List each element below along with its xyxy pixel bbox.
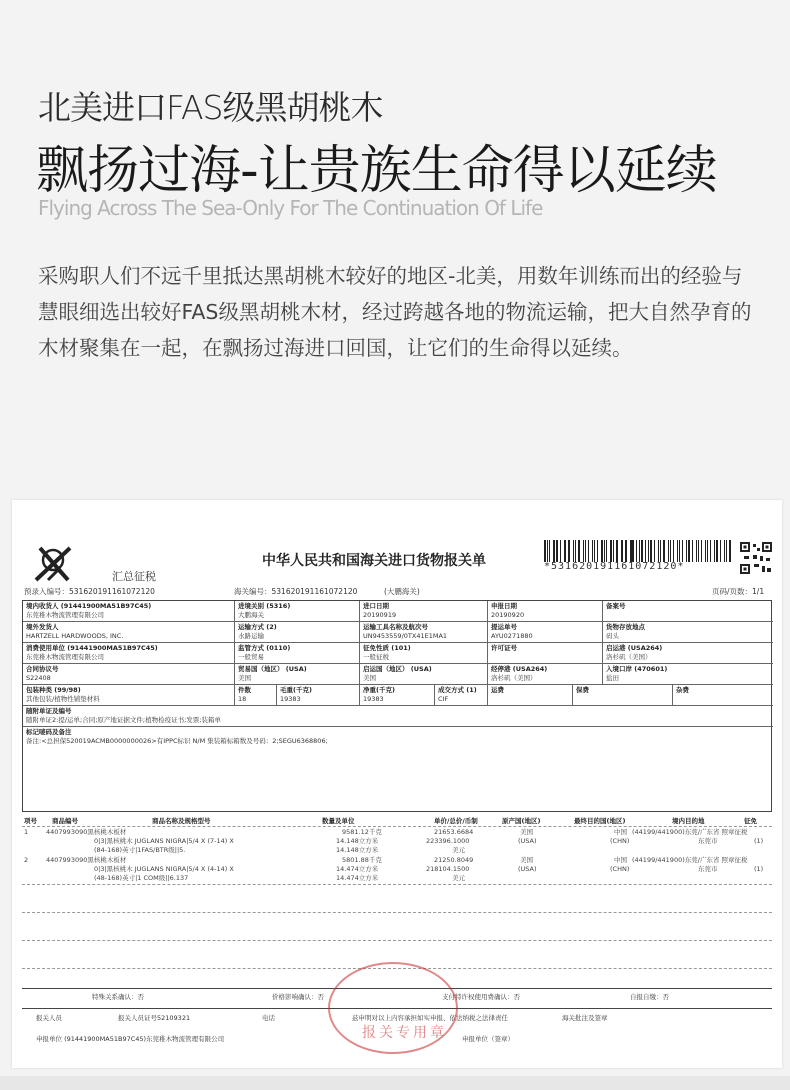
- bill-cell: 提运单号 AYU0271880: [488, 622, 603, 643]
- goods-items-table: 项号 商品编号 商品名称及规格型号 数量及单位 单价/总价/币制 原产国(地区) 最终目的国(地区) 境内目的地 征免 1 4407993090黑核桃木板材 0|3|黑核桃木 JUGLANS NIGRA|5/4 X (7-14) X (84-168)英寸|1FAS/BTR级||5. 9581.12千克 14.148立方米 14.148立方米 21653.6684 223396.1000 美元 美国 (USA) 中国 (CHN) (44199/441900)东莞/广东省 照章征税 东莞市 (1) 2 4407993090黑核桃木板材 0|3|黑核桃木 JUGLANS NIGRA|5/4 X (4-14) X (48-168)英寸|1 COM级||6.137 5801.88千克 14.474立方米 14.474立方米 21250.8049 218104.1500 美元 美国 (USA) 中国 (CHN) (44199/441900)东莞/广东省 照章征税 东莞市 (1): [22, 812, 772, 980]
- document-title: 中华人民共和国海关进口货物报关单: [262, 553, 486, 569]
- barcode-bar: [696, 540, 697, 562]
- declare-date-cell: 申报日期 20190920: [488, 601, 603, 622]
- barcode-bar: [660, 540, 661, 562]
- barcode-bar: [565, 540, 566, 562]
- contract-cell: 合同协议号 S22408: [23, 664, 235, 685]
- barcode: [544, 540, 734, 562]
- barcode-bar: [625, 540, 627, 562]
- consignee-cell: 境内收货人 (91441900MA51B97C45) 东莞稚木物流管理有限公司: [23, 601, 235, 622]
- barcode-bar: [677, 540, 678, 562]
- col-code: 商品编号: [52, 817, 78, 825]
- office-label: 汇总征税: [112, 570, 156, 583]
- barcode-bar: [573, 540, 575, 562]
- misc-cell: 杂费: [673, 685, 773, 706]
- barcode-bar: [588, 540, 590, 562]
- barcode-number: *531620191161072120*: [544, 561, 685, 572]
- barcode-bar: [714, 540, 715, 562]
- departure-port-cell: 启运港 (USA264) 洛杉矶（美国）: [603, 643, 773, 664]
- subtitle: 北美进口FAS级黑胡桃木: [38, 88, 383, 127]
- barcode-bar: [616, 540, 618, 562]
- customs-number: 海关编号：531620191161072120: [234, 587, 358, 596]
- barcode-bar: [686, 540, 687, 562]
- english-tagline: Flying Across The Sea-Only For The Continuation Of Life: [38, 196, 543, 220]
- barcode-bar: [716, 540, 718, 562]
- shipper-cell: 境外发货人 HARTZELL HARDWOODS, INC.: [23, 622, 235, 643]
- barcode-bar: [578, 540, 580, 562]
- freight-cell: 运费: [488, 685, 573, 706]
- package-cell: 包装种类 (99/98) 其他包装/植物性铺垫材料: [23, 685, 235, 706]
- barcode-bar: [630, 540, 631, 562]
- import-date-cell: 进口日期 20190919: [360, 601, 488, 622]
- barcode-bar: [720, 540, 721, 562]
- barcode-bar: [585, 540, 586, 562]
- customs-stamp: 报关专用章: [328, 962, 458, 1054]
- barcode-bar: [663, 540, 665, 562]
- barcode-bar: [610, 540, 612, 562]
- deal-cell: 成交方式 (1) CIF: [435, 685, 488, 706]
- col-origin: 原产国(地区): [502, 817, 541, 825]
- barcode-bar: [639, 540, 640, 562]
- barcode-bar: [658, 540, 659, 562]
- customs-name: (大鹏海关): [384, 587, 420, 596]
- barcode-bar: [701, 540, 703, 562]
- page-title: 飘扬过海-让贵族生命得以延续: [36, 141, 717, 201]
- barcode-bar: [597, 540, 599, 562]
- barcode-bar: [622, 540, 623, 562]
- origin-country-cell: 启运国（地区） (USA) 美国: [360, 664, 488, 685]
- marks-cell: 标记唛码及备注 备注:<总担保520019ACMB0000000026>有IPPC标识 N/M 集装箱标箱数及号码：2;SEGU6368806;: [26, 728, 328, 745]
- barcode-bar: [682, 540, 683, 562]
- barcode-bar: [601, 540, 603, 562]
- barcode-bar: [544, 540, 546, 562]
- col-qty: 数量及单位: [322, 817, 355, 825]
- barcode-bar: [575, 540, 576, 562]
- barcode-bar: [726, 540, 728, 562]
- barcode-bar: [648, 540, 649, 562]
- barcode-bar: [583, 540, 584, 562]
- barcode-bar: [636, 540, 637, 562]
- barcode-bar: [606, 540, 607, 562]
- insurance-cell: 保费: [573, 685, 673, 706]
- vessel-cell: 运输工具名称及航次号 UN9453559/0TX41E1MA1: [360, 622, 488, 643]
- barcode-bar: [631, 540, 633, 562]
- barcode-bar: [688, 540, 690, 562]
- bottom-strip: [0, 1076, 790, 1090]
- col-levy: 征免: [744, 817, 757, 825]
- barcode-bar: [670, 540, 672, 562]
- intro-paragraph: 采购职人们不远千里抵达黑胡桃木较好的地区-北美，用数年训练而出的经验与慧眼细选出较好FAS级黑胡桃木材，经过跨越各地的物流运输，把大自然孕育的木材聚集在一起，在飘扬过海进口回国，让它们的生命得以延续。: [38, 264, 752, 360]
- qr-code-icon: [740, 542, 772, 574]
- pre-entry-number: 预录入编号：531620191161072120: [24, 587, 155, 596]
- transport-cell: 运输方式 (2) 水路运输: [235, 622, 360, 643]
- declaring-unit-row: 申报单位 (91441900MA51B97C45)东莞稚木物流管理有限公司 申报单位（签章）: [36, 1035, 514, 1043]
- barcode-bar: [547, 540, 548, 562]
- barcode-bar: [604, 540, 605, 562]
- customs-declaration-document: [12, 500, 782, 1068]
- trade-country-cell: 贸易国（地区） (USA) 美国: [235, 664, 360, 685]
- barcode-bar: [641, 540, 643, 562]
- barcode-bar: [724, 540, 725, 562]
- barcode-bar: [564, 540, 565, 562]
- barcode-bar: [698, 540, 699, 562]
- col-destination: 最终目的国(地区): [574, 817, 626, 825]
- levy-cell: 征免性质 (101) 一般征税: [360, 643, 488, 664]
- barcode-bar: [707, 540, 708, 562]
- barcode-bar: [650, 540, 652, 562]
- page-indicator: 页码/页数：1/1: [712, 587, 765, 596]
- barcode-bar: [621, 540, 622, 562]
- col-no: 项号: [24, 817, 37, 825]
- barcode-bar: [710, 540, 712, 562]
- barcode-bar: [594, 540, 595, 562]
- gross-weight-cell: 毛重(千克) 19383: [277, 685, 360, 706]
- barcode-bar: [592, 540, 593, 562]
- license-cell: 许可证号: [488, 643, 603, 664]
- barcode-bar: [556, 540, 558, 562]
- declaration-grid: [22, 600, 772, 812]
- confirmations-row: 特殊关系确认：否 价格影响确认：否 支付特许权使用费确认：否 自报自缴：否: [22, 988, 772, 1008]
- col-price: 单价/总价/币制: [434, 817, 478, 825]
- barcode-bar: [654, 540, 656, 562]
- barcode-bar: [553, 540, 555, 562]
- col-domestic: 境内目的地: [672, 817, 705, 825]
- barcode-bar: [668, 540, 669, 562]
- customs-emblem-icon: [28, 540, 78, 590]
- record-cell: 备案号: [603, 601, 773, 622]
- barcode-bar: [549, 540, 550, 562]
- net-weight-cell: 净重(千克) 19383: [360, 685, 435, 706]
- barcode-bar: [673, 540, 674, 562]
- barcode-bar: [705, 540, 706, 562]
- barcode-bar: [692, 540, 694, 562]
- barcode-bar: [568, 540, 570, 562]
- port-cell: 进境关别 (5316) 大鹏海关: [235, 601, 360, 622]
- col-name: 商品名称及规格型号: [152, 817, 211, 825]
- pieces-cell: 件数 18: [235, 685, 277, 706]
- barcode-bar: [679, 540, 681, 562]
- supervision-cell: 监管方式 (0110) 一般贸易: [235, 643, 360, 664]
- declarant-row: 报关人员 报关人员证号52109321 电话 兹申明对以上内容承担如实申报、依法纳税之法律责任 海关批注及签章: [22, 1008, 772, 1028]
- barcode-bar: [645, 540, 646, 562]
- user-cell: 消费使用单位 (91441900MA51B97C45) 东莞稚木物流管理有限公司: [23, 643, 235, 664]
- documents-cell: 随附单证及编号 随附单证2:提/运单;合同;原产地证据文件;植物检疫证书;发票;装箱单: [23, 706, 773, 727]
- storage-cell: 货物存放地点 码头: [603, 622, 773, 643]
- barcode-bar: [613, 540, 614, 562]
- barcode-bar: [729, 540, 731, 562]
- entry-port-cell: 入境口岸 (470601) 盐田: [603, 664, 773, 685]
- via-port-cell: 经停港 (USA264) 洛杉矶（美国）: [488, 664, 603, 685]
- barcode-bar: [560, 540, 561, 562]
